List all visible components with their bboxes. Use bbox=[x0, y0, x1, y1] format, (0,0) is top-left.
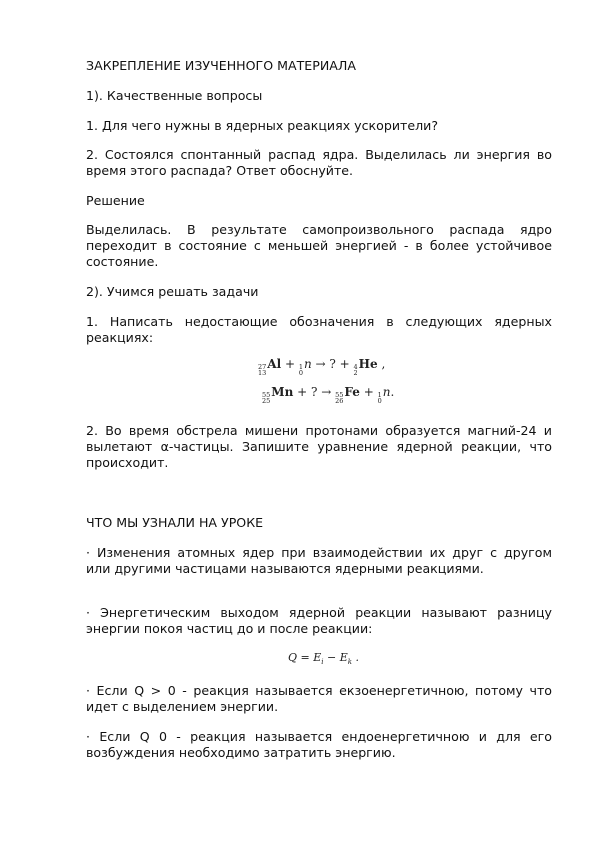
neutron-numbers bbox=[299, 364, 303, 376]
al-charge-number: 13 bbox=[258, 369, 267, 377]
energy-yield-formula bbox=[288, 650, 359, 670]
neutron-charge-number: 0 bbox=[298, 369, 303, 377]
mn-symbol: Mn bbox=[271, 385, 294, 399]
task-1: 1. Написать недостающие обозначения в следующих ядерных реакциях: bbox=[86, 314, 552, 345]
question-1: 1. Для чего нужны в ядерных реакциях ускорители? bbox=[86, 118, 439, 133]
summary-bullet-1: · Изменения атомных ядер при взаимодействии их друг с другом или другими частицами называются ядерными реакциями. bbox=[86, 545, 552, 576]
neutron-mass-number: 1 bbox=[298, 363, 303, 371]
plus-sign: + bbox=[281, 357, 299, 371]
fe-symbol: Fe bbox=[344, 385, 360, 399]
subscript-i: i bbox=[321, 658, 324, 667]
qualitative-questions-heading: 1). Качественные вопросы bbox=[86, 88, 263, 103]
fe-charge-number: 26 bbox=[335, 397, 344, 405]
neutron-charge-number-2: 0 bbox=[377, 397, 382, 405]
comma: , bbox=[377, 357, 386, 371]
task-2: 2. Во время обстрела мишени протонами образуется магний-24 и вылетают α-частицы. Запишите уравнение ядерной реакции, что происходит. bbox=[86, 423, 552, 470]
mn-isotope-numbers bbox=[262, 392, 270, 404]
tasks-heading: 2). Учимся решать задачи bbox=[86, 284, 259, 299]
question-2: 2. Состоялся спонтанный распад ядра. Выделилась ли энергия во время этого распада? Ответ обоснуйте. bbox=[86, 147, 552, 178]
neutron-symbol-2: n bbox=[382, 385, 391, 399]
mn-charge-number: 25 bbox=[262, 397, 271, 405]
summary-bullet-3: · Если Q > 0 - реакция называется екзоенергетичною, потому что идет с выделением энергии. bbox=[86, 683, 552, 714]
nuclear-reaction-equation-2 bbox=[262, 384, 394, 404]
formula-period: . bbox=[352, 651, 360, 664]
equals-e: = E bbox=[297, 651, 322, 664]
plus-sign-2: + bbox=[359, 385, 378, 399]
fe-isotope-numbers bbox=[335, 392, 343, 404]
period: . bbox=[390, 385, 395, 399]
arrow-unknown: → ? + bbox=[311, 357, 354, 371]
review-heading: ЗАКРЕПЛЕНИЕ ИЗУЧЕННОГО МАТЕРИАЛА bbox=[86, 58, 356, 73]
he-symbol: He bbox=[358, 357, 378, 371]
q-symbol: Q bbox=[288, 651, 298, 664]
minus-e: − E bbox=[323, 651, 348, 664]
al-isotope-numbers bbox=[258, 364, 266, 376]
he-charge-number: 2 bbox=[353, 369, 358, 377]
neutron-numbers-2 bbox=[378, 392, 382, 404]
solution-label: Решение bbox=[86, 193, 145, 208]
plus-unknown-arrow: + ? → bbox=[293, 385, 336, 399]
neutron-symbol: n bbox=[303, 357, 312, 371]
summary-bullet-4: · Если Q 0 - реакция называется ендоенергетичною и для его возбуждения необходимо затратить энергию. bbox=[86, 729, 552, 760]
fe-mass-number: 55 bbox=[335, 391, 344, 399]
al-symbol: Al bbox=[267, 357, 282, 371]
he-isotope-numbers bbox=[354, 364, 358, 376]
subscript-k: k bbox=[347, 658, 353, 667]
summary-bullet-2: · Энергетическим выходом ядерной реакции называют разницу энергии покоя частиц до и после реакции: bbox=[86, 605, 552, 636]
neutron-mass-number-2: 1 bbox=[377, 391, 382, 399]
he-mass-number: 4 bbox=[353, 363, 358, 371]
solution-text: Выделилась. В результате самопроизвольного распада ядро переходит в состояние с меньшей энергией - в более устойчивое состояние. bbox=[86, 222, 552, 269]
mn-mass-number: 55 bbox=[262, 391, 271, 399]
al-mass-number: 27 bbox=[258, 363, 267, 371]
nuclear-reaction-equation-1 bbox=[258, 356, 385, 376]
lesson-summary-heading: ЧТО МЫ УЗНАЛИ НА УРОКЕ bbox=[86, 515, 264, 530]
